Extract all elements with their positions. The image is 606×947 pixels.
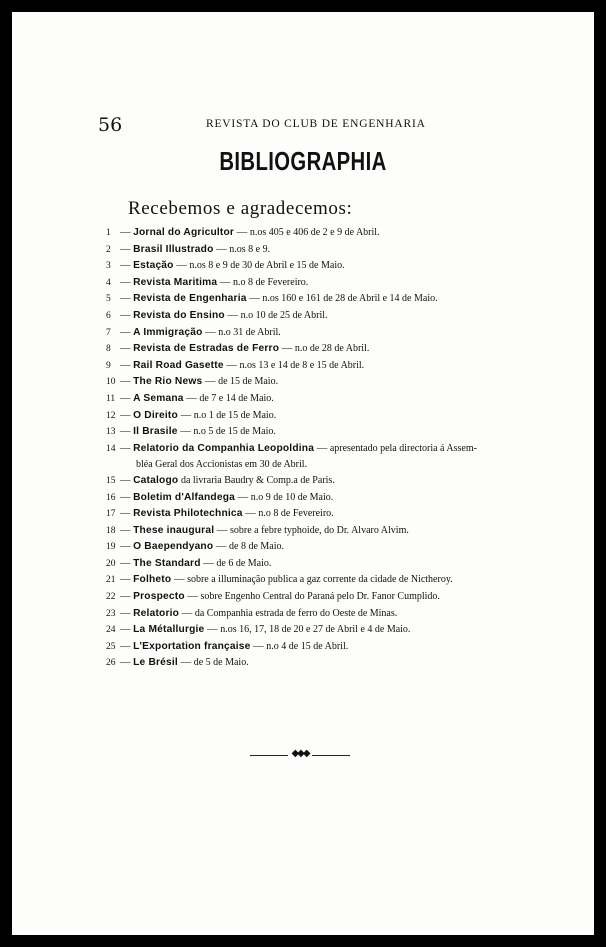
list-item: 17 — Revista Philotechnica — n.o 8 de Fevereiro. [106,506,558,523]
publication-title: Revista Philotechnica [133,508,243,520]
entry-number: 5 [106,294,111,305]
list-item: 10 — The Rio News — de 15 de Maio. [106,374,558,391]
publication-title: O Baependyano [133,541,214,553]
publication-details: n.o 5 de 15 de Maio. [193,426,276,438]
publication-title: Rail Road Gasette [133,359,224,371]
publication-title: A Semana [133,392,184,404]
entry-number: 24 [106,625,116,636]
list-item: 19 — O Baependyano — de 8 de Maio. [106,539,558,556]
publication-details-continued: bléa Geral dos Accionistas em 30 de Abril. [136,459,308,471]
publication-details: n.o 10 de 25 de Abril. [240,309,328,321]
list-item: 20 — The Standard — de 6 de Maio. [106,556,558,573]
publication-details: n.os 8 e 9. [229,243,271,255]
page-header [98,114,498,138]
bibliography-list [106,225,558,672]
publication-title: Il Brasile [133,426,178,438]
section-title: BIBLIOGRAPHIA [219,146,387,176]
publication-title: These inaugural [133,524,215,536]
publication-details: n.o 8 de Fevereiro. [233,276,309,288]
entry-number: 11 [106,393,116,404]
list-item: 14 — Relatorio da Companhia Leopoldina — apresentado pela directoria á Assem- [106,441,558,458]
publication-title: Jornal do Agricultor [133,227,235,238]
entry-number: 18 [106,525,116,536]
entry-number: 8 [106,344,111,355]
entry-number: 20 [106,558,116,569]
publication-title: O Direito [133,409,178,421]
list-item: 9 — Rail Road Gasette — n.os 13 e 14 de 8 e 15 de Abril. [106,358,558,375]
list-item: 6 — Revista do Ensino — n.o 10 de 25 de Abril. [106,308,558,325]
list-item: 12 — O Direito — n.o 1 de 15 de Maio. [106,408,558,425]
publication-details: de 5 de Maio. [193,657,249,669]
publication-details: sobre a illuminação publica a gaz corrente da cidade de Nictheroy. [187,574,453,586]
list-item: 26 — Le Brésil — de 5 de Maio. [106,655,558,672]
entry-number: 13 [106,427,116,438]
entry-number: 23 [106,608,116,619]
end-ornament [250,750,350,760]
publication-details: da livraria Baudry & Comp.a de Paris. [180,474,335,486]
ornament-rule-right [312,755,350,756]
entry-number: 14 [106,443,116,454]
ornament-diamonds-icon: ◆◆◆ [291,748,309,759]
list-item: 1 — Jornal do Agricultor — n.os 405 e 406 de 2 e 9 de Abril. [106,225,558,242]
publication-title: Revista de Engenharia [133,293,247,305]
entry-number: 15 [106,475,116,486]
publication-details: sobre a febre typhoide, do Dr. Alvaro Alvim. [230,524,409,536]
list-item: 3 — Estação — n.os 8 e 9 de 30 de Abril e 15 de Maio. [106,258,558,275]
entry-number: 7 [106,327,111,338]
publication-details: n.os 160 e 161 de 28 de Abril e 14 de Maio. [262,293,438,305]
publication-details: n.o 9 de 10 de Maio. [250,491,334,503]
publication-title: Revista do Ensino [133,309,225,321]
entry-number: 6 [106,310,111,321]
list-item: 18 — These inaugural — sobre a febre typhoide, do Dr. Alvaro Alvim. [106,523,558,540]
entry-number: 12 [106,410,116,421]
list-item: 15 — Catalogo da livraria Baudry & Comp.a de Paris. [106,473,558,490]
entry-number: 22 [106,592,116,603]
publication-details: n.os 8 e 9 de 30 de Abril e 15 de Maio. [189,260,345,272]
publication-details: n.o 8 de Fevereiro. [258,508,334,520]
publication-title: Le Brésil [133,657,178,669]
publication-title: Boletim d'Alfandega [133,491,236,503]
publication-title: Estação [133,260,174,272]
list-item: 16 — Boletim d'Alfandega — n.o 9 de 10 de Maio. [106,490,558,507]
list-item: 8 — Revista de Estradas de Ferro — n.o de 28 de Abril. [106,341,558,358]
running-head: REVISTA DO CLUB DE ENGENHARIA [206,118,426,130]
list-item: 24 — La Métallurgie — n.os 16, 17, 18 de 20 e 27 de Abril e 4 de Maio. [106,622,558,639]
publication-title: Brasil Illustrado [133,243,214,255]
entry-number: 4 [106,277,111,288]
publication-details: apresentado pela directoria á Assem- [329,442,477,454]
list-item: 25 — L'Exportation française — n.o 4 de 15 de Abril. [106,639,558,656]
entry-number: 9 [106,360,111,371]
publication-details: n.o de 28 de Abril. [294,343,370,355]
publication-details: de 7 e 14 de Maio. [199,392,274,404]
publication-title: L'Exportation française [133,640,251,652]
publication-title: The Standard [133,557,201,569]
entry-number: 17 [106,509,116,520]
entry-number: 2 [106,244,111,255]
publication-details: n.o 4 de 15 de Abril. [266,640,349,652]
entry-number: 21 [106,575,116,586]
ornament-rule-left [250,755,288,756]
publication-title: Relatorio [133,607,180,619]
publication-details: de 8 de Maio. [229,541,285,553]
publication-title: Folheto [133,574,172,586]
page-number: 56 [98,114,123,136]
entry-number: 19 [106,542,116,553]
publication-title: Relatorio da Companhia Leopoldina [133,442,315,454]
entry-number: 1 [106,228,111,238]
list-item: 5 — Revista de Engenharia — n.os 160 e 161 de 28 de Abril e 14 de Maio. [106,291,558,308]
publication-title: Catalogo [133,474,179,486]
entry-number: 10 [106,377,116,388]
list-item: 13 — Il Brasile — n.o 5 de 15 de Maio. [106,424,558,441]
publication-title: Prospecto [133,591,185,603]
publication-title: Revista de Estradas de Ferro [133,343,280,355]
publication-details: n.o 31 de Abril. [218,326,281,338]
entry-number: 25 [106,641,116,652]
publication-details: n.o 1 de 15 de Maio. [193,409,277,421]
publication-details: de 15 de Maio. [218,376,279,388]
list-item: 11 — A Semana — de 7 e 14 de Maio. [106,391,558,408]
section-subtitle: Recebemos e agradecemos: [128,198,353,219]
publication-details: de 6 de Maio. [216,557,272,569]
publication-details: sobre Engenho Central do Paraná pelo Dr. Fanor Cumplido. [200,591,440,603]
publication-title: Revista Maritima [133,276,218,288]
list-item: 23 — Relatorio — da Companhia estrada de ferro do Oeste de Minas. [106,606,558,623]
entry-number: 16 [106,492,116,503]
entry-number: 3 [106,261,111,272]
list-item: 7 — A Immigração — n.o 31 de Abril. [106,325,558,342]
publication-title: A Immigração [133,326,203,338]
list-item: 2 — Brasil Illustrado — n.os 8 e 9. [106,242,558,259]
list-item: 22 — Prospecto — sobre Engenho Central do Paraná pelo Dr. Fanor Cumplido. [106,589,558,606]
list-item: 4 — Revista Maritima — n.o 8 de Fevereiro. [106,275,558,292]
document-page [12,12,594,935]
publication-details: n.os 405 e 406 de 2 e 9 de Abril. [249,227,380,238]
publication-title: La Métallurgie [133,624,205,636]
publication-details: n.os 16, 17, 18 de 20 e 27 de Abril e 4 de Maio. [220,624,411,636]
list-item: 21 — Folheto — sobre a illuminação publica a gaz corrente da cidade de Nictheroy. [106,572,558,589]
publication-title: The Rio News [133,376,203,388]
publication-details: da Companhia estrada de ferro do Oeste de Minas. [194,607,398,619]
publication-details: n.os 13 e 14 de 8 e 15 de Abril. [239,359,365,371]
entry-number: 26 [106,658,116,669]
